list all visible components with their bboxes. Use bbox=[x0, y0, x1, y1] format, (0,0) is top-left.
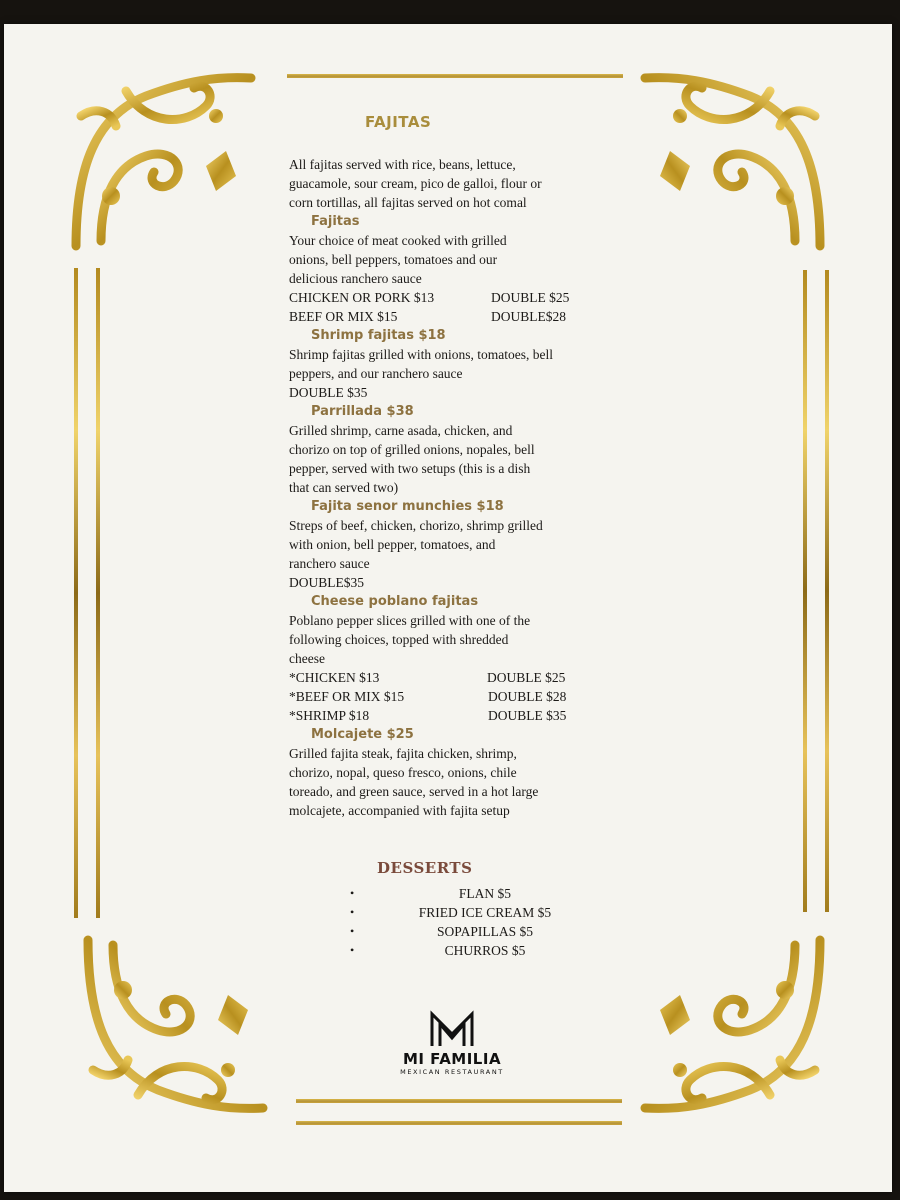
item-name-shrimp-fajitas: Shrimp fajitas $18 bbox=[311, 328, 446, 343]
dessert-item bbox=[350, 905, 590, 924]
restaurant-logo bbox=[392, 1010, 512, 1090]
dessert-item-label: SOPAPILLAS $5 bbox=[437, 924, 533, 939]
item-name-cheese-poblano-fajitas: Cheese poblano fajitas bbox=[311, 594, 479, 609]
price-row bbox=[289, 307, 729, 326]
item-name-fajita-senor-munchies: Fajita senor munchies $18 bbox=[311, 499, 504, 514]
m-monogram-icon bbox=[427, 1010, 477, 1048]
right-border-line-1 bbox=[803, 270, 807, 912]
price-right: DOUBLE $25 bbox=[491, 290, 570, 305]
item-desc: Grilled fajita steak, fajita chicken, shrimp, bbox=[289, 746, 517, 761]
item-desc: pepper, served with two setups (this is a dish bbox=[289, 461, 531, 476]
dessert-item-label: CHURROS $5 bbox=[444, 943, 526, 958]
price-right: DOUBLE $28 bbox=[488, 689, 567, 704]
item-desc: delicious ranchero sauce bbox=[289, 271, 422, 286]
ornament-bottom-left-icon bbox=[78, 930, 268, 1130]
intro-line: All fajitas served with rice, beans, lettuce, bbox=[289, 157, 516, 172]
dessert-item-label: FLAN $5 bbox=[458, 886, 512, 901]
dessert-item-label: FRIED ICE CREAM $5 bbox=[418, 905, 552, 920]
item-desc: Shrimp fajitas grilled with onions, tomatoes, bell bbox=[289, 347, 553, 362]
price-right: DOUBLE$28 bbox=[491, 309, 566, 324]
item-name-parrillada: Parrillada $38 bbox=[311, 404, 414, 419]
price-left: *BEEF OR MIX $15 bbox=[289, 689, 405, 704]
item-desc: Grilled shrimp, carne asada, chicken, and bbox=[289, 423, 513, 438]
price-left: *CHICKEN $13 bbox=[289, 670, 380, 685]
price-right: DOUBLE $25 bbox=[487, 670, 566, 685]
item-desc: chorizo on top of grilled onions, nopales, bell bbox=[289, 442, 535, 457]
price-left: BEEF OR MIX $15 bbox=[289, 309, 398, 324]
dessert-item bbox=[350, 924, 590, 943]
item-desc: Your choice of meat cooked with grilled bbox=[289, 233, 507, 248]
intro-line: corn tortillas, all fajitas served on hot comal bbox=[289, 195, 527, 210]
dessert-list bbox=[350, 886, 590, 962]
bullet-icon: • bbox=[350, 886, 355, 900]
right-border-line-2 bbox=[825, 270, 829, 912]
section-title-fajitas: FAJITAS bbox=[365, 113, 432, 131]
item-name-fajitas: Fajitas bbox=[311, 214, 360, 229]
item-desc: molcajete, accompanied with fajita setup bbox=[289, 803, 510, 818]
item-desc: that can served two) bbox=[289, 480, 399, 495]
left-border-line-1 bbox=[74, 268, 78, 918]
intro-line: guacamole, sour cream, pico de galloi, flour or bbox=[289, 176, 542, 191]
ornament-bottom-right-icon bbox=[640, 930, 830, 1130]
item-desc: peppers, and our ranchero sauce bbox=[289, 366, 463, 381]
item-desc: toreado, and green sauce, served in a hot large bbox=[289, 784, 539, 799]
bullet-icon: • bbox=[350, 905, 355, 919]
dessert-item bbox=[350, 886, 590, 905]
item-desc: cheese bbox=[289, 651, 325, 666]
item-desc: chorizo, nopal, queso fresco, onions, chile bbox=[289, 765, 517, 780]
top-border-line bbox=[287, 74, 623, 78]
logo-subtitle: MEXICAN RESTAURANT bbox=[400, 1068, 504, 1076]
item-desc: onions, bell peppers, tomatoes and our bbox=[289, 252, 498, 267]
bottom-border-line-1 bbox=[296, 1099, 622, 1103]
fajitas-menu-body bbox=[289, 155, 729, 820]
price-row bbox=[289, 668, 729, 687]
ornament-top-left-icon bbox=[66, 56, 256, 256]
item-desc: DOUBLE$35 bbox=[289, 575, 364, 590]
price-left: *SHRIMP $18 bbox=[289, 708, 370, 723]
bullet-icon: • bbox=[350, 943, 355, 957]
item-desc: following choices, topped with shredded bbox=[289, 632, 509, 647]
left-border-line-2 bbox=[96, 268, 100, 918]
item-desc: Streps of beef, chicken, chorizo, shrimp grilled bbox=[289, 518, 543, 533]
price-right: DOUBLE $35 bbox=[488, 708, 567, 723]
bullet-icon: • bbox=[350, 924, 355, 938]
price-left: CHICKEN OR PORK $13 bbox=[289, 290, 435, 305]
dessert-item bbox=[350, 943, 590, 962]
item-desc: DOUBLE $35 bbox=[289, 385, 368, 400]
item-desc: with onion, bell pepper, tomatoes, and bbox=[289, 537, 496, 552]
item-desc: Poblano pepper slices grilled with one of the bbox=[289, 613, 531, 628]
item-desc: ranchero sauce bbox=[289, 556, 370, 571]
item-name-molcajete: Molcajete $25 bbox=[311, 727, 414, 742]
bottom-border-line-2 bbox=[296, 1121, 622, 1125]
price-row bbox=[289, 288, 729, 307]
price-row bbox=[289, 687, 729, 706]
section-title-desserts: DESSERTS bbox=[377, 859, 473, 877]
price-row bbox=[289, 706, 729, 725]
logo-name: MI FAMILIA bbox=[402, 1050, 502, 1068]
